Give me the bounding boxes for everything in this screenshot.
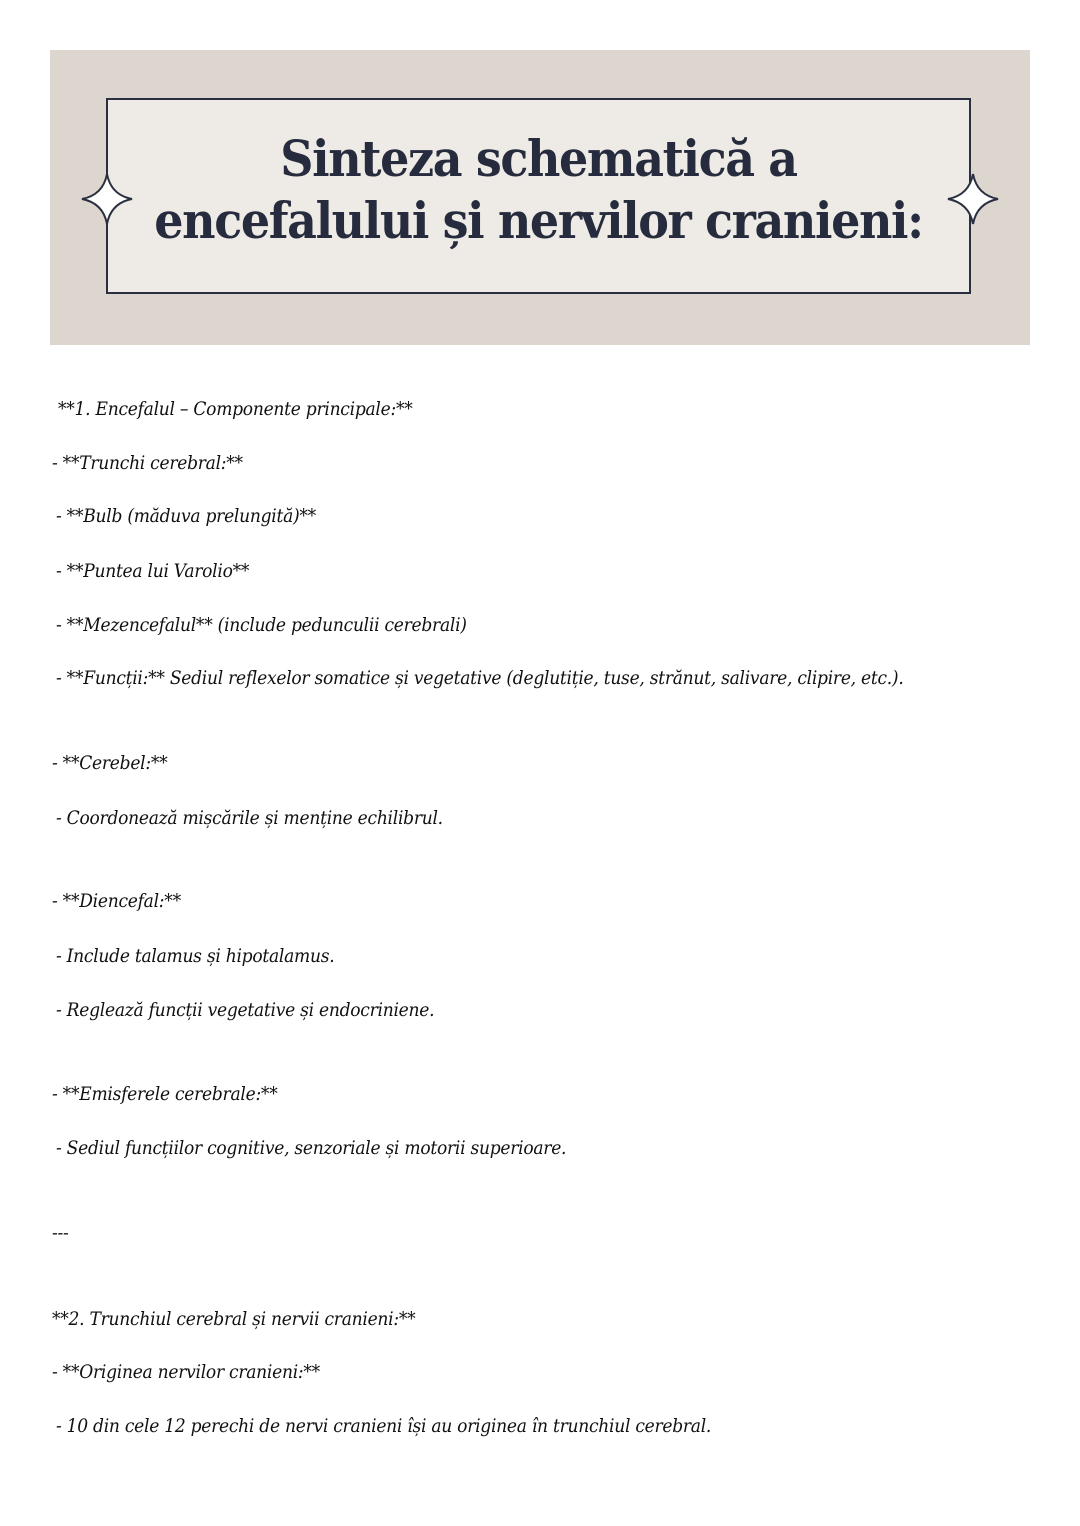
four-point-star-icon <box>80 172 134 226</box>
list-item-cerebel: - **Cerebel:** <box>52 752 168 774</box>
list-item-mezencefalul: - **Mezencefalul** (include pedunculii cerebrali) <box>56 614 467 636</box>
list-item-originea: - **Originea nervilor cranieni:** <box>52 1361 320 1383</box>
list-item-emisferele-desc: - Sediul funcțiilor cognitive, senzoriale și motorii superioare. <box>56 1137 567 1159</box>
list-item-functii: - **Funcții:** Sediul reflexelor somatice și vegetative (deglutiție, tuse, strănut, salivare, clipire, etc.). <box>56 667 904 689</box>
list-item-cerebel-desc: - Coordonează mișcările și menține echilibrul. <box>56 807 443 829</box>
list-item-diencefal-desc-2: - Reglează funcții vegetative și endocriniene. <box>56 999 435 1021</box>
title-line-2: encefalului și nervilor cranieni: <box>154 191 923 250</box>
list-item-bulb: - **Bulb (măduva prelungită)** <box>56 505 316 527</box>
section-heading-trunchiul: **2. Trunchiul cerebral și nervii cranieni:** <box>52 1308 416 1330</box>
list-item-emisferele: - **Emisferele cerebrale:** <box>52 1083 278 1105</box>
list-item-puntea: - **Puntea lui Varolio** <box>56 560 250 582</box>
list-item-diencefal: - **Diencefal:** <box>52 890 181 912</box>
title-line-1: Sinteza schematică a <box>280 129 797 188</box>
list-item-originea-desc: - 10 din cele 12 perechi de nervi cranieni își au originea în trunchiul cerebral. <box>56 1415 712 1437</box>
page-title <box>141 128 937 252</box>
four-point-star-icon <box>946 172 1000 226</box>
section-divider: --- <box>52 1222 69 1244</box>
list-item-trunchi-cerebral: - **Trunchi cerebral:** <box>52 452 243 474</box>
list-item-diencefal-desc-1: - Include talamus și hipotalamus. <box>56 945 335 967</box>
section-heading-encefalul: **1. Encefalul – Componente principale:** <box>58 398 413 420</box>
